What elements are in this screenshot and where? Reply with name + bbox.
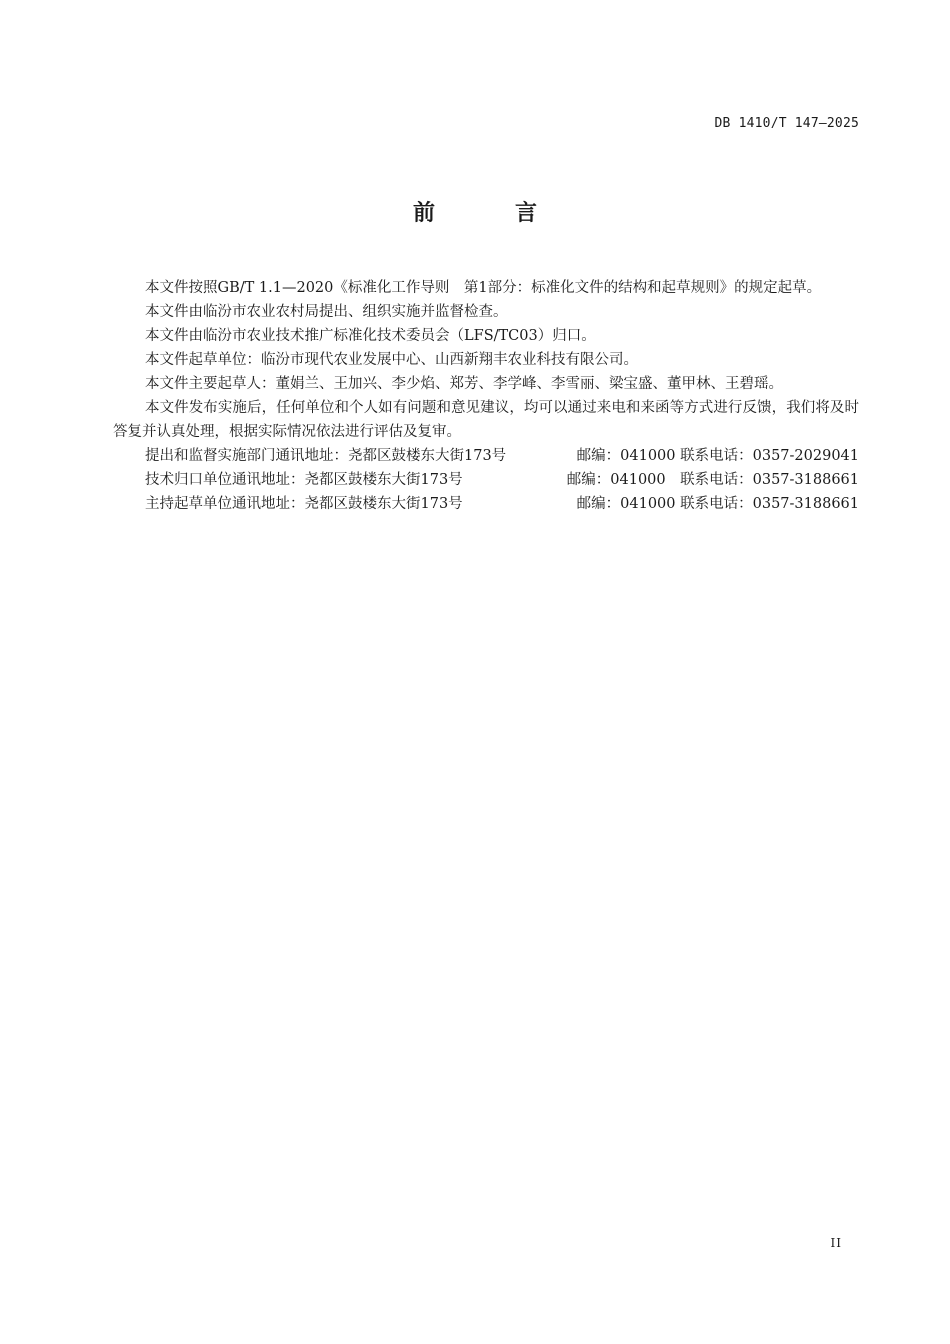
address-text: 技术归口单位通讯地址：尧都区鼓楼东大街173号 <box>145 472 463 488</box>
contact-text: 邮编：041000 联系电话：0357-2029041 <box>576 448 859 464</box>
document-code: DB 1410/T 147—2025 <box>714 116 859 131</box>
paragraph-proposer: 本文件由临汾市农业农村局提出、组织实施并监督检查。 <box>145 304 508 320</box>
address-row-committee <box>113 468 859 492</box>
page-title: 前 言 <box>412 201 588 226</box>
paragraph-drafting-rules: 本文件按照GB/T 1.1—2020《标准化工作导则 第1部分：标准化文件的结构和起草规则》的规定起草。 <box>145 280 822 296</box>
paragraph-drafting-units: 本文件起草单位：临汾市现代农业发展中心、山西新翔丰农业科技有限公司。 <box>145 352 638 368</box>
contact-text: 邮编：041000 联系电话：0357-3188661 <box>576 496 859 512</box>
address-row-proposer <box>113 444 859 468</box>
page-number: II <box>830 1236 842 1250</box>
address-row-drafting-unit <box>113 492 859 516</box>
paragraph-drafters: 本文件主要起草人：董娟兰、王加兴、李少焰、郑芳、李学峰、李雪丽、梁宝盛、董甲林、王碧瑶。 <box>145 376 783 392</box>
contact-text: 邮编：041000 联系电话：0357-3188661 <box>566 472 859 488</box>
address-text: 提出和监督实施部门通讯地址：尧都区鼓楼东大街173号 <box>145 448 507 464</box>
address-text: 主持起草单位通讯地址：尧都区鼓楼东大街173号 <box>145 496 463 512</box>
paragraph-feedback: 本文件发布实施后，任何单位和个人如有问题和意见建议，均可以通过来电和来函等方式进行反馈，我们将及时答复并认真处理，根据实际情况依法进行评估及复审。 <box>113 400 859 440</box>
paragraph-committee: 本文件由临汾市农业技术推广标准化技术委员会（LFS/TC03）归口。 <box>145 328 596 344</box>
foreword-body <box>113 276 859 516</box>
